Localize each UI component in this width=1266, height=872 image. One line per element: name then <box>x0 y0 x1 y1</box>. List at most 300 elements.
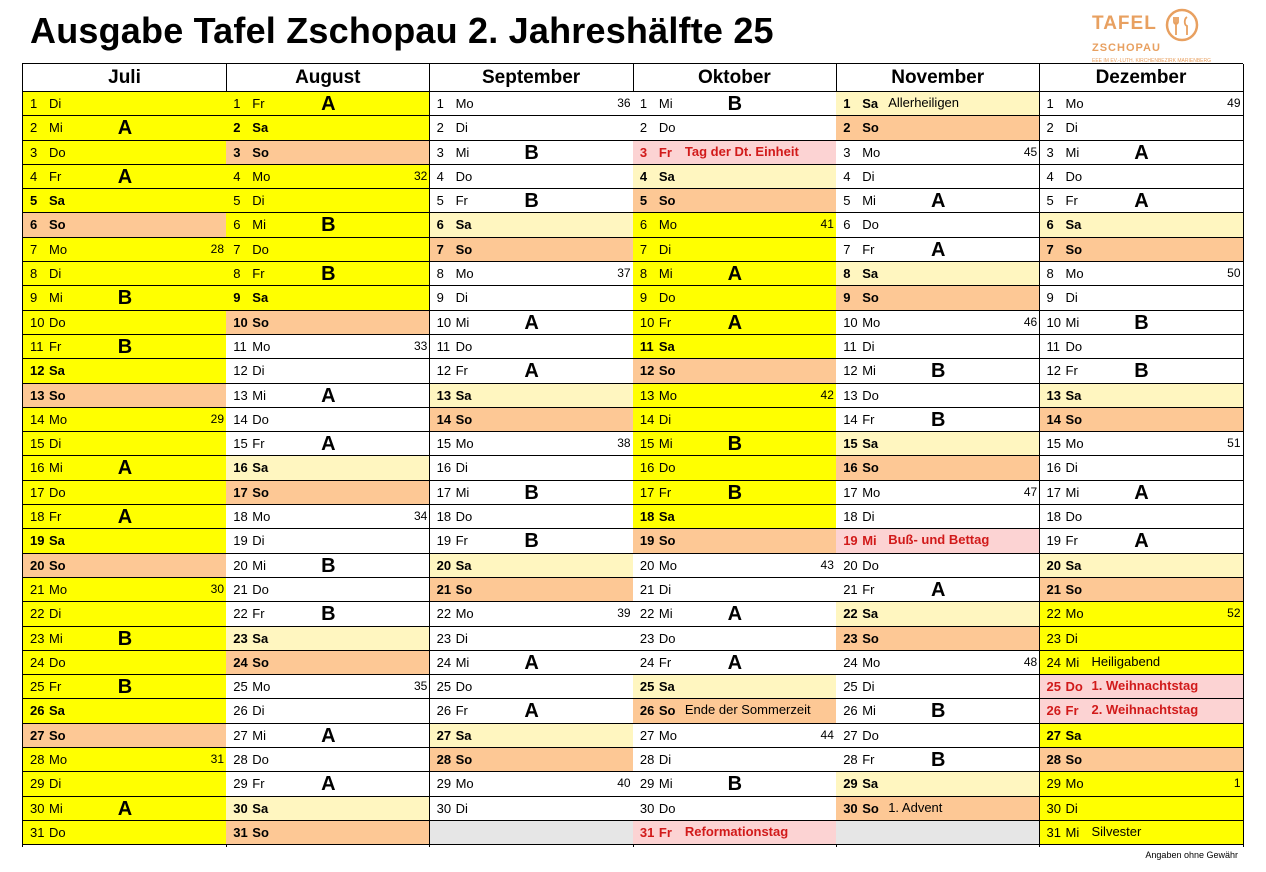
day-cell <box>23 651 226 675</box>
day-cell <box>23 311 226 335</box>
weekday: Mi <box>1065 484 1080 500</box>
holiday-label: 2. Weihnachtstag <box>1091 702 1199 718</box>
day-cell <box>1040 675 1243 699</box>
distribution-group: B <box>321 554 336 577</box>
day-number: 12 <box>843 363 858 379</box>
day-cell <box>430 505 633 529</box>
event-label: Silvester <box>1091 823 1142 839</box>
day-number: 12 <box>30 363 45 379</box>
day-number: 16 <box>436 460 452 476</box>
weekday: Di <box>49 266 62 282</box>
weekday: Fr <box>455 703 468 719</box>
day-cell <box>226 165 429 189</box>
day-cell <box>23 772 226 796</box>
holiday-label: Reformationstag <box>684 823 789 839</box>
day-cell <box>430 262 633 286</box>
distribution-group: A <box>930 238 946 261</box>
day-number: 25 <box>233 679 248 695</box>
distribution-group: B <box>1134 311 1149 334</box>
day-cell <box>226 238 429 262</box>
day-number: 23 <box>843 630 858 646</box>
day-cell <box>633 675 836 699</box>
day-number: 8 <box>436 266 444 282</box>
day-cell <box>226 651 429 675</box>
day-number: 15 <box>233 436 248 452</box>
day-cell <box>633 602 836 626</box>
day-cell <box>23 602 226 626</box>
day-cell <box>633 748 836 772</box>
week-number: 28 <box>210 241 224 256</box>
weekday: Mi <box>658 606 673 622</box>
event-label: 1. Advent <box>888 799 943 815</box>
day-cell <box>226 748 429 772</box>
day-number: 5 <box>1046 193 1054 209</box>
day-number: 12 <box>1046 363 1061 379</box>
weekday: Di <box>658 752 672 768</box>
weekday: So <box>658 193 676 209</box>
day-cell <box>633 213 836 237</box>
day-cell <box>633 286 836 310</box>
weekday: Sa <box>1065 387 1082 403</box>
day-cell <box>226 213 429 237</box>
weekday: So <box>49 387 66 403</box>
day-number: 4 <box>843 168 851 184</box>
day-cell <box>633 772 836 796</box>
day-cell <box>1040 384 1243 408</box>
day-cell <box>226 141 429 165</box>
day-number: 25 <box>436 679 452 695</box>
distribution-group: A <box>1134 141 1149 164</box>
day-cell <box>633 311 836 335</box>
day-cell <box>836 675 1039 699</box>
weekday: Do <box>49 654 66 670</box>
day-number: 4 <box>639 168 648 184</box>
day-cell <box>23 286 226 310</box>
day-number: 18 <box>1046 509 1061 525</box>
weekday: Sa <box>862 436 879 452</box>
day-number: 26 <box>30 703 45 719</box>
day-number: 27 <box>233 727 248 743</box>
day-number: 12 <box>436 363 452 379</box>
day-number: 2 <box>639 120 648 136</box>
weekday: Mi <box>658 96 673 111</box>
weekday: Mi <box>455 484 470 500</box>
day-number: 6 <box>233 217 241 233</box>
day-cell <box>430 602 633 626</box>
day-cell <box>1040 335 1243 359</box>
weekday: So <box>658 533 676 549</box>
day-cell <box>23 627 226 651</box>
day-number: 8 <box>1046 266 1054 282</box>
day-cell <box>23 384 226 408</box>
day-number: 15 <box>436 436 452 452</box>
day-cell <box>226 311 429 335</box>
weekday: Do <box>1065 338 1083 354</box>
day-number: 22 <box>233 606 248 622</box>
day-cell <box>1040 797 1243 821</box>
weekday: Sa <box>862 606 879 622</box>
day-cell <box>430 165 633 189</box>
day-cell <box>23 432 226 456</box>
day-cell <box>633 481 836 505</box>
day-cell <box>633 384 836 408</box>
weekday: Fr <box>658 824 672 840</box>
weekday: Fr <box>1065 533 1078 549</box>
distribution-group: A <box>117 457 133 480</box>
day-cell <box>23 408 226 432</box>
day-cell <box>430 189 633 213</box>
weekday: Mi <box>862 363 876 379</box>
day-number: 29 <box>233 776 248 792</box>
week-number: 37 <box>617 266 631 281</box>
day-cell <box>23 189 226 213</box>
day-number: 9 <box>436 290 444 306</box>
day-number: 1 <box>843 96 851 111</box>
day-cell <box>226 92 429 116</box>
weekday: Do <box>252 411 269 427</box>
weekday: Mo <box>252 509 271 525</box>
day-cell <box>430 578 633 602</box>
weekday: Mo <box>658 727 677 743</box>
weekday: Di <box>862 168 875 184</box>
day-cell <box>23 262 226 286</box>
day-cell <box>1040 481 1243 505</box>
day-cell <box>1040 213 1243 237</box>
weekday: Mo <box>49 411 68 427</box>
day-number: 26 <box>639 703 655 719</box>
weekday: Mi <box>1065 314 1080 330</box>
weekday: Sa <box>658 338 675 354</box>
day-number: 9 <box>1046 290 1054 306</box>
day-number: 24 <box>233 654 248 670</box>
day-cell <box>430 311 633 335</box>
day-cell <box>1040 602 1243 626</box>
weekday: Fr <box>862 241 875 257</box>
day-number: 12 <box>233 363 248 379</box>
weekday: Mi <box>658 266 673 282</box>
weekday: Fr <box>455 363 468 379</box>
day-number: 14 <box>30 411 45 427</box>
day-cell <box>836 92 1039 116</box>
weekday: Fr <box>862 411 875 427</box>
weekday: So <box>455 752 473 768</box>
weekday: Di <box>455 460 468 476</box>
day-cell <box>430 432 633 456</box>
day-cell <box>23 554 226 578</box>
weekday: Di <box>252 363 265 379</box>
day-number: 8 <box>30 266 38 282</box>
distribution-group: B <box>524 190 539 213</box>
weekday: Do <box>455 679 473 695</box>
day-number: 10 <box>233 314 248 330</box>
day-number: 10 <box>639 314 655 330</box>
day-cell <box>226 797 429 821</box>
weekday: Mo <box>658 557 677 573</box>
weekday: Mo <box>455 776 474 792</box>
day-cell <box>226 262 429 286</box>
distribution-group: B <box>524 530 539 553</box>
day-cell <box>1040 408 1243 432</box>
day-number: 1 <box>639 96 648 111</box>
weekday: So <box>252 824 269 840</box>
day-cell <box>633 529 836 553</box>
day-number: 30 <box>1046 800 1061 816</box>
day-number: 19 <box>1046 533 1061 549</box>
day-cell <box>226 772 429 796</box>
day-number: 13 <box>843 387 858 403</box>
weekday: So <box>49 557 66 573</box>
weekday: Mi <box>862 703 876 719</box>
calendar-grid <box>22 63 1243 847</box>
day-cell <box>836 165 1039 189</box>
day-cell <box>23 481 226 505</box>
day-number: 19 <box>233 533 248 549</box>
weekday: Do <box>658 800 676 816</box>
day-cell <box>23 529 226 553</box>
day-number: 21 <box>233 581 248 597</box>
day-cell <box>23 675 226 699</box>
day-number: 6 <box>1046 217 1054 233</box>
day-number: 13 <box>1046 387 1061 403</box>
event-label: Ende der Sommerzeit <box>684 702 811 718</box>
weekday: Mi <box>252 557 267 573</box>
day-cell <box>836 189 1039 213</box>
weekday: Sa <box>862 96 879 111</box>
weekday: Mi <box>49 460 63 476</box>
disclaimer: Angaben ohne Gewähr <box>1145 850 1238 860</box>
week-number: 35 <box>413 679 428 694</box>
weekday: Do <box>862 557 879 573</box>
day-number: 17 <box>843 484 858 500</box>
distribution-group: B <box>117 676 133 699</box>
day-cell <box>226 505 429 529</box>
distribution-group: B <box>930 408 946 431</box>
distribution-group: B <box>727 433 743 456</box>
weekday: Do <box>862 387 879 403</box>
weekday: Fr <box>252 436 265 452</box>
day-number: 14 <box>843 411 858 427</box>
day-cell <box>836 627 1039 651</box>
distribution-group: B <box>930 749 946 772</box>
weekday: Mi <box>1065 144 1080 160</box>
day-cell <box>430 772 633 796</box>
weekday: So <box>252 144 269 160</box>
weekday: Fr <box>862 581 875 597</box>
day-cell <box>23 797 226 821</box>
weekday: Mi <box>455 314 470 330</box>
day-number: 23 <box>233 630 248 646</box>
weekday: Di <box>862 679 875 695</box>
day-number: 27 <box>639 727 655 743</box>
weekday: Do <box>49 314 66 330</box>
day-number: 9 <box>233 290 241 306</box>
day-number: 5 <box>30 193 38 209</box>
day-cell <box>1040 238 1243 262</box>
day-number: 24 <box>436 654 452 670</box>
day-number: 8 <box>843 266 851 282</box>
day-number: 10 <box>1046 314 1061 330</box>
weekday: Sa <box>455 727 472 743</box>
day-cell <box>836 748 1039 772</box>
month-column-dezember <box>1040 64 1244 847</box>
day-cell <box>430 797 633 821</box>
day-number: 1 <box>233 96 241 111</box>
day-number: 22 <box>639 606 655 622</box>
month-column-juli <box>23 64 227 847</box>
day-cell <box>23 165 226 189</box>
day-cell <box>430 627 633 651</box>
day-number: 2 <box>843 120 851 136</box>
day-number: 26 <box>843 703 858 719</box>
distribution-group: A <box>1134 481 1149 504</box>
weekday: Di <box>49 96 62 111</box>
day-number: 18 <box>233 509 248 525</box>
day-number: 5 <box>843 193 851 209</box>
day-number: 11 <box>1046 338 1060 354</box>
distribution-group: A <box>727 311 743 334</box>
day-cell <box>633 627 836 651</box>
day-number: 11 <box>639 338 654 354</box>
day-number: 30 <box>436 800 452 816</box>
month-header: Juli <box>23 64 226 92</box>
day-cell <box>226 359 429 383</box>
distribution-group: A <box>321 773 336 796</box>
day-number: 18 <box>30 509 45 525</box>
day-cell <box>836 578 1039 602</box>
day-number: 13 <box>639 387 655 403</box>
day-number: 28 <box>30 752 45 768</box>
weekday: Mo <box>1065 436 1084 452</box>
distribution-group: B <box>117 627 133 650</box>
weekday: So <box>862 630 879 646</box>
day-number: 9 <box>843 290 851 306</box>
day-number: 10 <box>436 314 452 330</box>
day-cell <box>226 116 429 140</box>
day-number: 31 <box>30 824 45 840</box>
month-header: September <box>430 64 633 92</box>
day-cell <box>633 651 836 675</box>
day-cell <box>1040 772 1243 796</box>
day-cell <box>633 116 836 140</box>
day-cell <box>836 797 1039 821</box>
event-label: Allerheiligen <box>888 95 960 110</box>
day-cell <box>1040 505 1243 529</box>
weekday: So <box>252 314 269 330</box>
day-number: 2 <box>233 120 241 136</box>
weekday: Di <box>455 800 468 816</box>
day-number: 29 <box>436 776 452 792</box>
week-number: 52 <box>1227 606 1241 621</box>
weekday: So <box>658 703 676 719</box>
day-cell <box>1040 554 1243 578</box>
week-number: 47 <box>1023 484 1038 499</box>
day-cell <box>430 554 633 578</box>
day-cell <box>226 554 429 578</box>
day-cell <box>836 772 1039 796</box>
day-cell <box>836 505 1039 529</box>
weekday: Sa <box>1065 557 1082 573</box>
weekday: Mi <box>252 387 267 403</box>
day-cell <box>226 724 429 748</box>
day-number: 21 <box>843 581 858 597</box>
distribution-group: A <box>117 506 133 529</box>
weekday: Sa <box>658 679 675 695</box>
weekday: Di <box>658 411 672 427</box>
day-number: 25 <box>1046 679 1061 695</box>
day-number: 30 <box>843 800 858 816</box>
week-number: 33 <box>413 338 428 353</box>
weekday: Mi <box>862 193 876 209</box>
day-cell <box>226 578 429 602</box>
week-number: 1 <box>1233 776 1241 791</box>
weekday: Mo <box>1065 96 1084 111</box>
weekday: Sa <box>49 363 65 379</box>
month-column-august <box>226 64 430 847</box>
day-number: 16 <box>30 460 45 476</box>
day-number: 2 <box>1046 120 1054 136</box>
day-number: 12 <box>639 363 655 379</box>
week-number: 48 <box>1023 654 1038 669</box>
day-cell <box>430 529 633 553</box>
day-number: 3 <box>436 144 444 160</box>
weekday: Fr <box>252 266 265 282</box>
day-number: 31 <box>639 824 655 840</box>
day-number: 18 <box>639 509 655 525</box>
empty-cell <box>430 821 633 845</box>
day-number: 28 <box>843 752 858 768</box>
day-cell <box>23 213 226 237</box>
day-cell <box>1040 262 1243 286</box>
weekday: Mo <box>658 387 677 403</box>
week-number: 44 <box>820 727 834 742</box>
day-cell <box>836 699 1039 723</box>
day-cell <box>633 821 836 845</box>
day-number: 31 <box>233 824 248 840</box>
day-cell <box>226 456 429 480</box>
weekday: Do <box>658 460 676 476</box>
day-number: 7 <box>1046 241 1054 257</box>
distribution-group: B <box>524 141 539 164</box>
weekday: Sa <box>455 387 472 403</box>
weekday: Di <box>49 436 62 452</box>
distribution-group: A <box>930 578 946 601</box>
distribution-group: B <box>930 700 946 723</box>
day-number: 22 <box>1046 606 1061 622</box>
day-cell <box>836 481 1039 505</box>
day-number: 17 <box>233 484 248 500</box>
day-number: 26 <box>436 703 452 719</box>
distribution-group: A <box>727 263 743 286</box>
page-title: Ausgabe Tafel Zschopau 2. Jahreshälfte 25 <box>30 10 774 51</box>
weekday: Mo <box>455 266 474 282</box>
weekday: Do <box>49 144 66 160</box>
weekday: Fr <box>1065 193 1078 209</box>
day-cell <box>1040 529 1243 553</box>
day-number: 17 <box>436 484 452 500</box>
day-number: 21 <box>1046 581 1061 597</box>
weekday: Di <box>1065 290 1078 306</box>
weekday: Sa <box>658 168 675 184</box>
day-number: 28 <box>639 752 655 768</box>
day-cell <box>23 724 226 748</box>
day-cell <box>633 456 836 480</box>
weekday: Sa <box>1065 217 1082 233</box>
weekday: Mi <box>49 120 63 136</box>
day-cell <box>1040 748 1243 772</box>
day-cell <box>836 141 1039 165</box>
weekday: Do <box>49 824 66 840</box>
day-number: 14 <box>436 411 452 427</box>
